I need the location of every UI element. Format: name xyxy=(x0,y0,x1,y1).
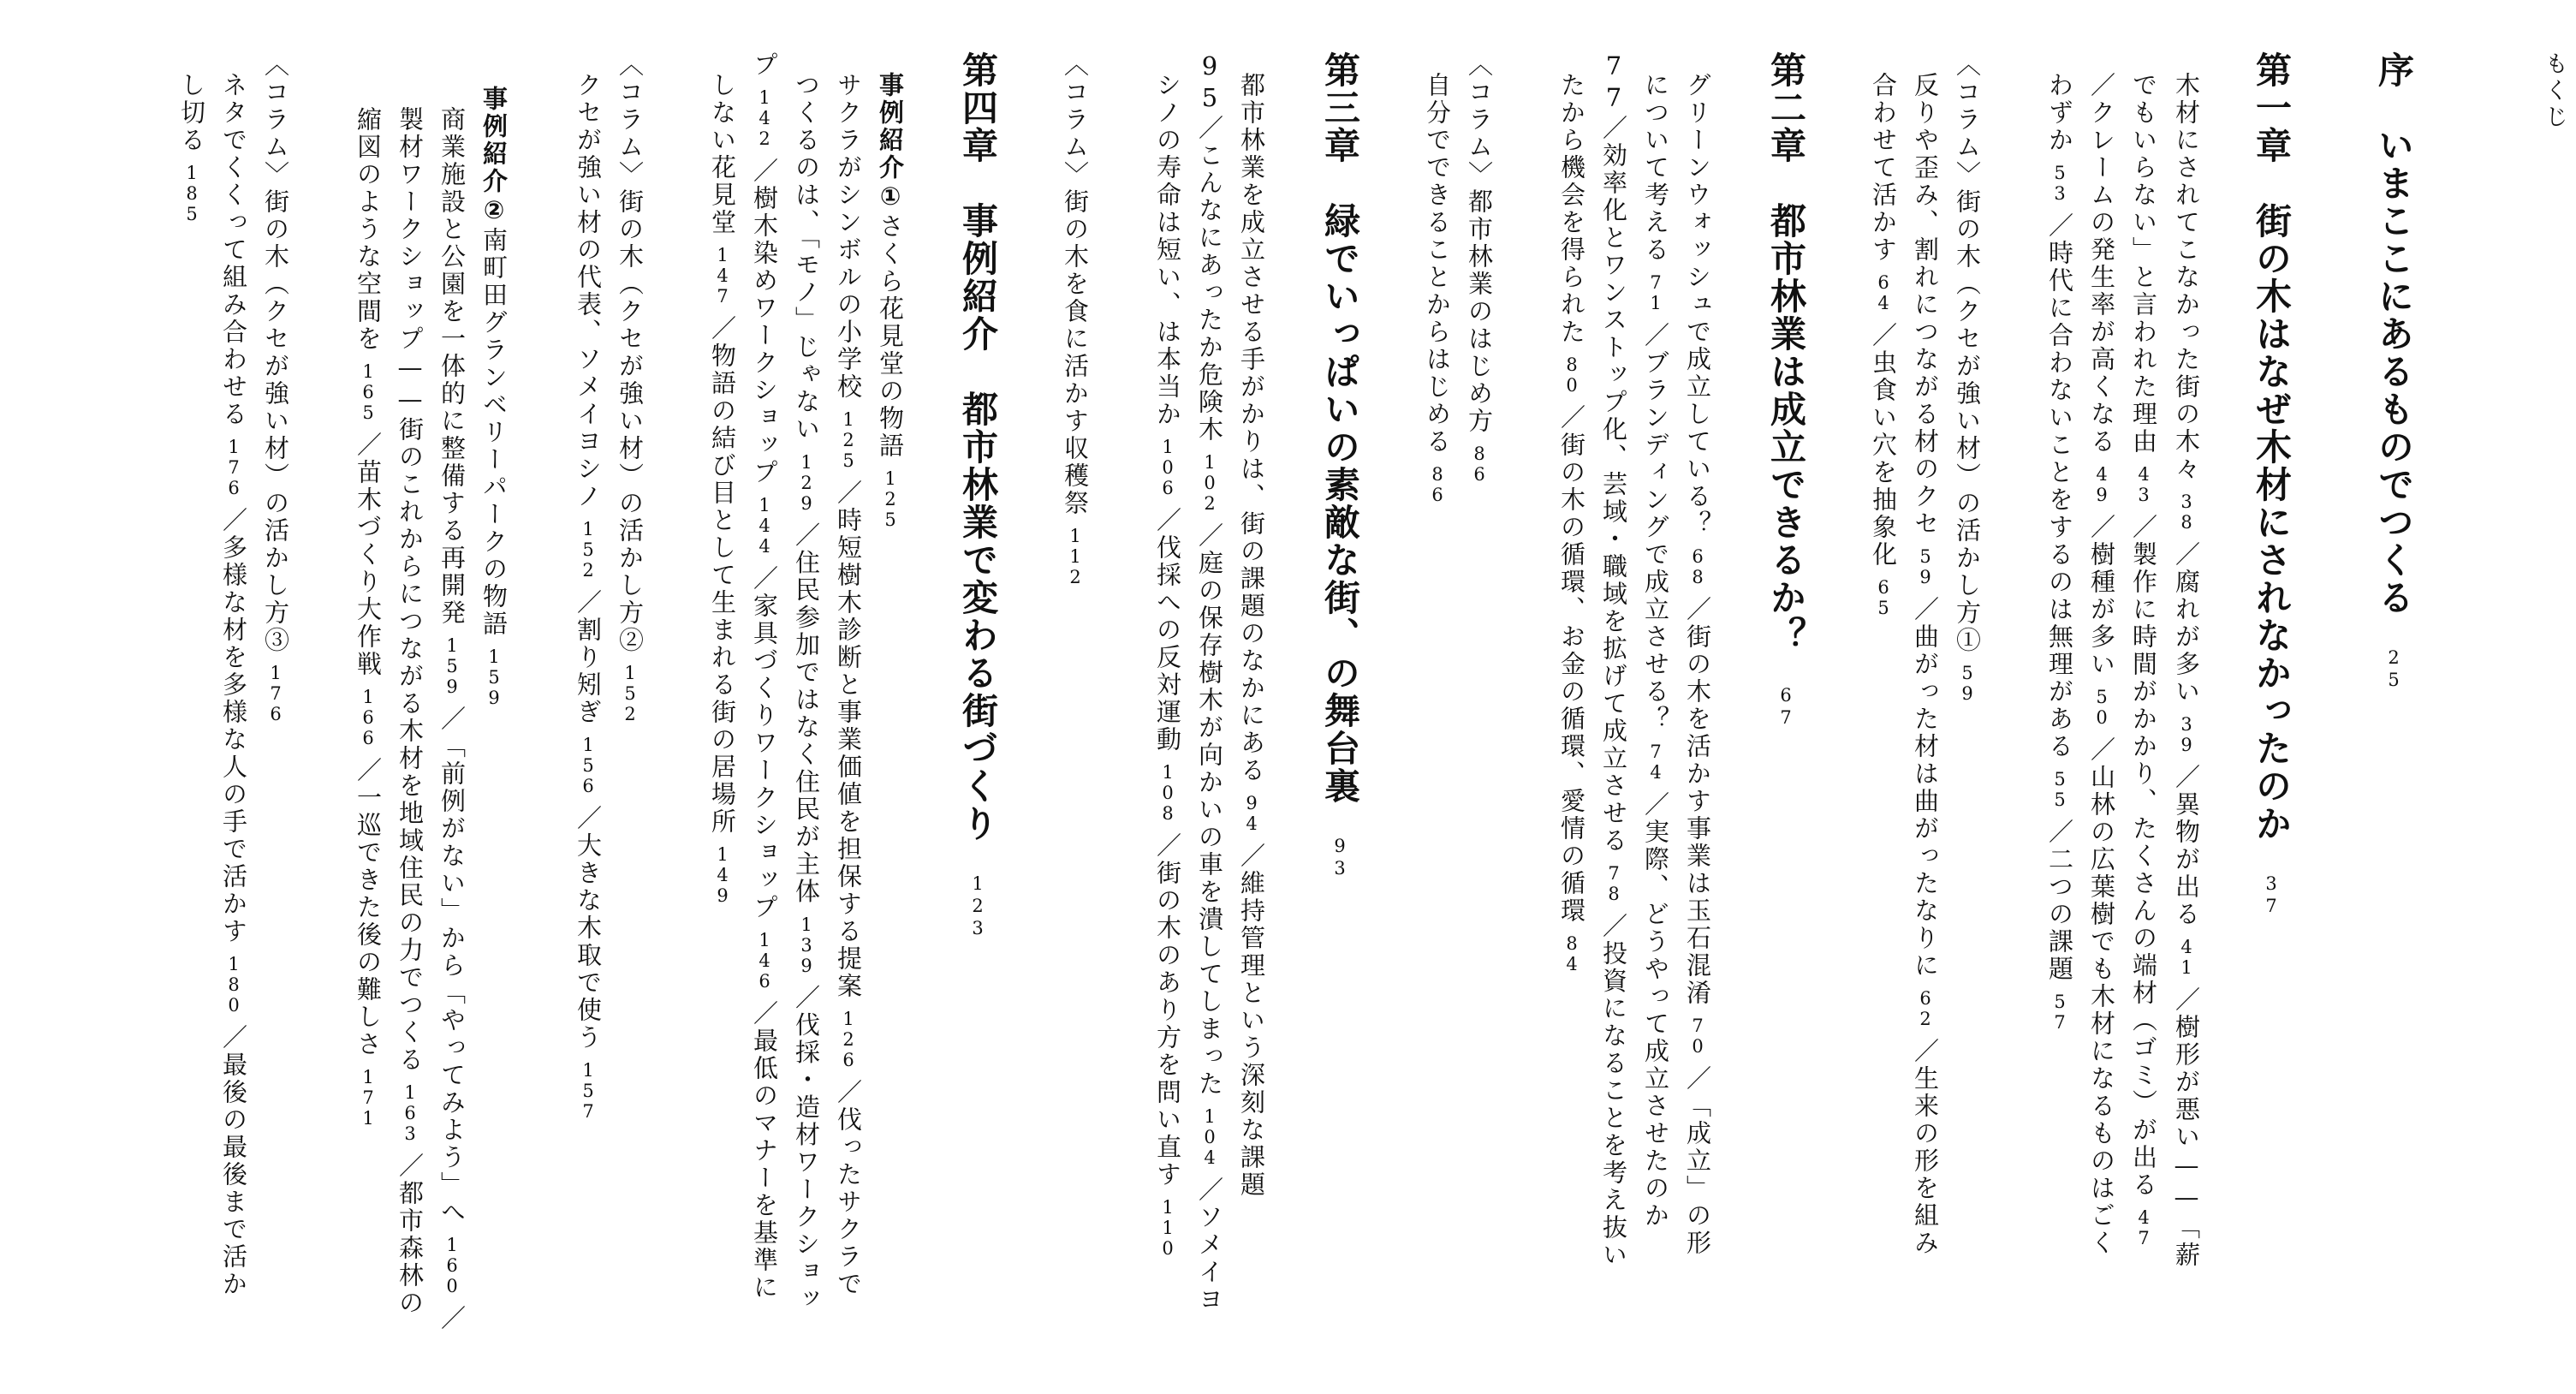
entry-text: 第二章 都市林業は成立できるか？ xyxy=(1765,51,1807,654)
entry-text: ／投資になることを考え抜い xyxy=(1599,913,1628,1269)
page-number: 152 xyxy=(620,663,640,724)
entry-text: 製材ワークショップ——街のこれからにつながる木材を地域住民の力でつくる xyxy=(396,106,425,1074)
entry-text: ／樹種が多い xyxy=(2087,514,2116,678)
toc-entry-line xyxy=(2082,72,2120,1257)
entry-text: ／住民参加ではなく住民が主体 xyxy=(792,521,821,906)
page-number: 49 xyxy=(2091,464,2112,505)
page-number: 165 xyxy=(358,361,378,423)
chapter-heading xyxy=(2366,51,2419,692)
toc-entry-line xyxy=(1906,72,1943,1257)
toc-entry-line xyxy=(1418,72,1455,514)
page-number: 64 xyxy=(1873,272,1894,313)
entry-text: ／伐ったサクラで xyxy=(834,1079,863,1298)
entry-text: たから機会を得られた xyxy=(1557,72,1586,346)
entry-text: ／効率化とワンストップ化、芸域・職域を拡げて成立させる xyxy=(1599,115,1628,855)
entry-text: ／維持管理という深刻な課題 xyxy=(1237,843,1266,1199)
entry-text: ／街の木のあり方を問い直す xyxy=(1153,832,1182,1188)
entry-text: ／街の木の循環、お金の循環、愛情の循環 xyxy=(1557,404,1586,925)
toc-entry-line xyxy=(214,72,252,1298)
entry-text: クセが強い材の代表、ソメイヨシノ xyxy=(574,72,603,510)
toc-entry-line xyxy=(1232,72,1270,1199)
page-number: 78 xyxy=(1603,863,1624,904)
chapter-heading xyxy=(2244,51,2297,918)
entry-text: でもいらない」と言われた理由 xyxy=(2129,72,2158,456)
page-number: 110 xyxy=(1157,1197,1178,1259)
entry-text: ／一巡できた後の難しさ xyxy=(354,757,383,1058)
page-number: 68 xyxy=(1687,546,1708,587)
toc-entry-line xyxy=(568,72,606,1130)
page-number: 71 xyxy=(1645,272,1666,313)
entry-text: 95 xyxy=(1195,51,1224,115)
entry-text: ／街の木を活かす事業は玉石混淆 xyxy=(1683,596,1712,1007)
toc-entry-line xyxy=(1056,51,1093,596)
entry-text: ／こんなにあったか危険木 xyxy=(1195,115,1224,444)
entry-text: わずか xyxy=(2045,72,2074,154)
toc-entry-line xyxy=(703,72,741,914)
entry-text: グリーンウォッシュで成立している？ xyxy=(1683,72,1712,538)
chapter-heading xyxy=(1312,51,1365,880)
toc-entry-line xyxy=(787,72,824,1314)
entry-text: ／山林の広葉樹でも木材になるものはごく xyxy=(2087,736,2116,1257)
toc-entry-line xyxy=(1552,72,1590,983)
entry-text: ／異物が出る xyxy=(2172,764,2201,928)
toc-entry-line xyxy=(1678,72,1716,1257)
page-number: 129 xyxy=(796,451,817,514)
page-number: 80 xyxy=(1562,354,1582,396)
toc-entry-line xyxy=(474,86,512,717)
entry-text: サクラがシンボルの小学校 xyxy=(834,72,863,401)
entry-text: ／生来の形を組み xyxy=(1911,1038,1940,1257)
entry-text: 南町田グランベリーパークの物語 xyxy=(479,227,509,638)
entry-text: 77 xyxy=(1599,51,1628,115)
entry-text: さくら花見堂の物語 xyxy=(876,213,905,460)
chapter-heading xyxy=(950,51,1003,940)
entry-text: ／多様な材を多様な人の手で活かす xyxy=(219,507,248,945)
entry-text: ／庭の保存樹木が向かいの車を潰してしまった xyxy=(1195,522,1224,1098)
entry-text: 縮図のような空間を xyxy=(354,106,383,353)
entry-text: ／割り矧ぎ xyxy=(574,589,603,726)
page-number: 125 xyxy=(880,468,901,530)
page-number: 112 xyxy=(1065,526,1086,587)
entry-text: ／樹木染めワークショップ xyxy=(750,158,779,486)
toc-entry-line xyxy=(610,51,648,733)
entry-text: ／クレームの発生率が高くなる xyxy=(2087,72,2116,456)
entry-text: 序 いまここにあるものでつくる xyxy=(2373,51,2415,617)
page-number: 139 xyxy=(796,914,817,976)
page-number: 106 xyxy=(1157,437,1178,498)
entry-text: について考える xyxy=(1641,72,1670,264)
page-number: 70 xyxy=(1687,1016,1708,1057)
entry-text: ネタでくくって組み合わせる xyxy=(219,72,248,428)
page-number: 160 xyxy=(442,1235,462,1296)
entry-text: 木材にされてこなかった街の木々 xyxy=(2172,72,2201,483)
toc-entry-line xyxy=(1594,51,1632,1269)
page-number: 59 xyxy=(1957,663,1978,704)
page-number: 142 xyxy=(754,87,775,149)
entry-text: 〈コラム〉街の木（クセが強い材）の活かし方① xyxy=(1953,51,1982,654)
page-number: 86 xyxy=(1469,444,1490,485)
entry-text: ／ソメイヨ xyxy=(1195,1177,1224,1314)
entry-text: ／曲がった材は曲がったなりに xyxy=(1911,596,1940,980)
toc-entry-line xyxy=(1636,72,1674,1230)
entry-text: ／二つの課題 xyxy=(2045,819,2074,983)
entry-text: 合わせて活かす xyxy=(1869,72,1898,264)
entry-text: 第三章 緑でいっぱいの素敵な街、の舞台裏 xyxy=(1319,51,1361,805)
entry-text: 自分でできることからはじめる xyxy=(1423,72,1452,456)
toc-entry-line xyxy=(432,106,470,1332)
page-number: 84 xyxy=(1562,933,1582,974)
entry-text: 〈コラム〉街の木を食に活かす収穫祭 xyxy=(1061,51,1090,517)
page-number: 74 xyxy=(1645,742,1666,783)
page-number: 62 xyxy=(1915,988,1936,1029)
entry-text: しない花見堂 xyxy=(708,72,737,236)
toc-entry-line xyxy=(2124,72,2162,1257)
page-number: 176 xyxy=(223,437,244,498)
page-number: 38 xyxy=(2176,491,2197,533)
page-number: 180 xyxy=(223,954,244,1016)
entry-text: ／ブランディングで成立させる？ xyxy=(1641,322,1670,733)
toc-entry-line xyxy=(348,106,386,1137)
entry-text: 商業施設と公園を一体的に整備する再開発 xyxy=(437,106,467,627)
entry-text: ／製作に時間がかかり、たくさんの端材（ゴミ）が出る xyxy=(2129,514,2158,1199)
page-number: 102 xyxy=(1199,452,1220,514)
page-number: 176 xyxy=(265,663,286,724)
page-number: 125 xyxy=(838,409,859,471)
entry-text: つくるのは、「モノ」じゃない xyxy=(792,72,821,444)
page-number: 104 xyxy=(1199,1106,1220,1168)
page-number: 43 xyxy=(2133,464,2154,505)
page-number: 93 xyxy=(1330,836,1350,880)
entry-text: ／時代に合わないことをするのは無理がある xyxy=(2045,212,2074,760)
toc-entry-line xyxy=(172,72,210,233)
toc-entry-line xyxy=(1864,72,1901,627)
chapter-heading xyxy=(1758,51,1812,730)
entry-text: ／実際、どうやって成立させたのか xyxy=(1641,791,1670,1230)
page-number: 149 xyxy=(712,844,733,906)
entry-text: 〈コラム〉都市林業のはじめ方 xyxy=(1465,51,1494,435)
entry-text: もくじ xyxy=(2541,51,2567,131)
entry-text: ／虫食い穴を抽象化 xyxy=(1869,322,1898,569)
entry-text: ／最後の最後まで活か xyxy=(219,1024,248,1298)
page-number: 65 xyxy=(1873,577,1894,618)
toc-entry-line xyxy=(745,51,782,1302)
page-number: 185 xyxy=(181,163,202,224)
entry-text: ／都市森林の xyxy=(396,1153,425,1317)
entry-text: 〈コラム〉街の木（クセが強い材）の活かし方② xyxy=(616,51,645,654)
page-number: 41 xyxy=(2176,937,2197,978)
page-number: 163 xyxy=(400,1082,420,1144)
entry-text: し切る xyxy=(177,72,206,154)
entry-text: ／物語の結び目として生まれる街の居場所 xyxy=(708,315,737,836)
entry-text: ／ xyxy=(437,1305,467,1332)
page-number: 67 xyxy=(1776,685,1796,730)
page-number: 25 xyxy=(2383,647,2404,692)
page-number: 159 xyxy=(442,635,462,697)
page-number: 47 xyxy=(2133,1207,2154,1248)
toc-entry-line xyxy=(390,106,428,1317)
page-number: 94 xyxy=(1241,793,1262,834)
entry-text: ／腐れが多い xyxy=(2172,541,2201,706)
page-number: 152 xyxy=(578,519,598,581)
toc-entry-line xyxy=(871,72,908,539)
entry-text: 反りや歪み、割れにつながる材のクセ xyxy=(1911,72,1940,538)
page-number: 86 xyxy=(1427,464,1448,505)
page-number: 55 xyxy=(2049,769,2070,810)
page-number: 166 xyxy=(358,687,378,748)
entry-text: ／伐採・造材ワークショッ xyxy=(792,984,821,1314)
page-number: 39 xyxy=(2176,714,2197,755)
entry-text: ／伐採への反対運動 xyxy=(1153,507,1182,754)
toc-label xyxy=(2537,51,2571,131)
entry-text: ／苗木づくり大作戦 xyxy=(354,432,383,678)
page-number: 147 xyxy=(712,245,733,307)
entry-text: ／最低のマナーを基準に xyxy=(750,1000,779,1302)
toc-entry-line xyxy=(1460,51,1497,493)
page-number: 53 xyxy=(2049,163,2070,204)
toc-entry-line xyxy=(829,72,866,1298)
page-number: 50 xyxy=(2091,687,2112,728)
page-number: 59 xyxy=(1915,546,1936,587)
page-number: 159 xyxy=(484,646,504,708)
case-study-label: 事例紹介① xyxy=(876,72,905,213)
page-number: 37 xyxy=(2261,873,2282,918)
entry-text: 第一章 街の木はなぜ木材にされなかったのか xyxy=(2251,51,2293,843)
entry-text: シノの寿命は短い、は本当か xyxy=(1153,72,1182,428)
entry-text: プ xyxy=(750,51,779,79)
toc-entry-line xyxy=(2040,72,2078,1041)
entry-text: 〈コラム〉街の木（クセが強い材）の活かし方③ xyxy=(261,51,290,654)
entry-text: ／樹形が悪い——「薪 xyxy=(2172,986,2201,1269)
page-number: 57 xyxy=(2049,992,2070,1033)
page-number: 108 xyxy=(1157,762,1178,824)
entry-text: ／時短樹木診断と事業価値を担保する提案 xyxy=(834,480,863,1000)
page-number: 146 xyxy=(754,930,775,992)
toc-entry-line xyxy=(1148,72,1186,1267)
page-number: 171 xyxy=(358,1067,378,1129)
page-number: 156 xyxy=(578,735,598,796)
case-study-label: 事例紹介② xyxy=(479,86,509,227)
page-number: 126 xyxy=(838,1009,859,1070)
entry-text: ／「成立」の形 xyxy=(1683,1065,1712,1257)
page-number: 157 xyxy=(578,1060,598,1122)
toc-entry-line xyxy=(1190,51,1228,1314)
toc-entry-line xyxy=(1948,51,1985,712)
page-number: 144 xyxy=(754,495,775,557)
entry-text: 都市林業を成立させる手がかりは、街の課題のなかにある xyxy=(1237,72,1266,784)
entry-text: ／「前例がない」から「やってみよう」へ xyxy=(437,706,467,1226)
toc-entry-line xyxy=(256,51,294,733)
toc-entry-line xyxy=(2167,72,2204,1269)
page-number: 123 xyxy=(967,873,988,940)
entry-text: 第四章 事例紹介 都市林業で変わる街づくり xyxy=(957,51,999,843)
entry-text: ／大きな木取で使う xyxy=(574,805,603,1051)
entry-text: ／家具づくりワークショップ xyxy=(750,565,779,921)
